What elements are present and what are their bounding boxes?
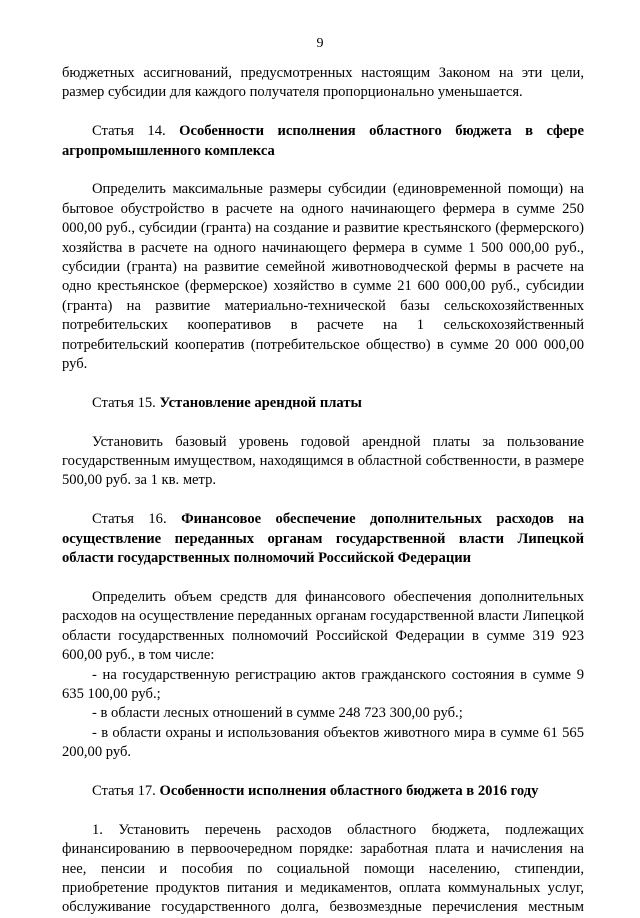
- article-17-label: Статья 17.: [92, 782, 156, 799]
- article-17-heading: [62, 782, 584, 801]
- article-16-title: Финансовое обеспечение дополнительных расходов на осуществление переданных органам государственной власти Липецкой области государственных полномочий Российской Федерации: [62, 511, 584, 567]
- article-14-label: Статья 14.: [92, 123, 166, 140]
- article-14-title: Особенности исполнения областного бюджета в сфере агропромышленного комплекса: [62, 123, 584, 159]
- article-16-heading: [62, 510, 584, 568]
- page-content: [62, 64, 584, 918]
- article-16-item: - на государственную регистрацию актов гражданского состояния в сумме 9 635 100,00 руб.;: [62, 666, 584, 702]
- page-number: 9: [316, 36, 324, 51]
- article-14-text: Определить максимальные размеры субсидии (единовременной помощи) на бытовое обустройство в расчете на одного начинающего фермера в сумме 250 000,00 руб., субсидии (гранта) на создание и развитие крестьянского (фермерского) хозяйства в расчете на одного начинающего фермера в сумме 1 500 000,00 руб., субсидии (гранта) на развитие семейной животноводческой фермы в расчете на одно крестьянское (фермерское) хозяйство в сумме 21 600 000,00 руб., субсидии (гранта) на развитие материально-технической базы сельскохозяйственных потребительских кооперативов в расчете на 1 сельскохозяйственный потребительский кооператив (потребительское общество) в сумме 20 000 000,00 руб.: [62, 181, 584, 373]
- article-14-heading: [62, 122, 584, 161]
- article-15-label: Статья 15.: [92, 394, 156, 411]
- article-17-title: Особенности исполнения областного бюджета в 2016 году: [159, 782, 539, 799]
- article-17-text: 1. Установить перечень расходов областного бюджета, подлежащих финансированию в первоочередном порядке: заработная плата и начисления на нее, пенсии и пособия по социальной помощи населению, стипендии, приобретение продуктов питания и медикаментов, оплата коммунальных услуг, обслуживание государственного долга, безвозмездные перечисления местным: [62, 821, 584, 916]
- article-15-title: Установление арендной платы: [159, 394, 362, 411]
- article-16-item: - в области охраны и использования объектов животного мира в сумме 61 565 200,00 руб.: [62, 724, 584, 761]
- article-15-heading: [62, 394, 584, 413]
- article-15-text: Установить базовый уровень годовой арендной платы за пользование государственным имуществом, находящимся в областной собственности, в размере 500,00 руб. за 1 кв. метр.: [62, 433, 584, 489]
- article-16-label: Статья 16.: [92, 511, 167, 528]
- article-16-text: Определить объем средств для финансового обеспечения дополнительных расходов на осуществление переданных органам государственной власти Липецкой области государственных полномочий Российской Федерации в сумме 319 923 600,00 руб., в том числе:: [62, 588, 584, 664]
- intro-paragraph: бюджетных ассигнований, предусмотренных настоящим Законом на эти цели, размер субсидии для каждого получателя пропорционально уменьшается.: [62, 65, 584, 101]
- article-16-item: - в области лесных отношений в сумме 248 723 300,00 руб.;: [92, 705, 463, 722]
